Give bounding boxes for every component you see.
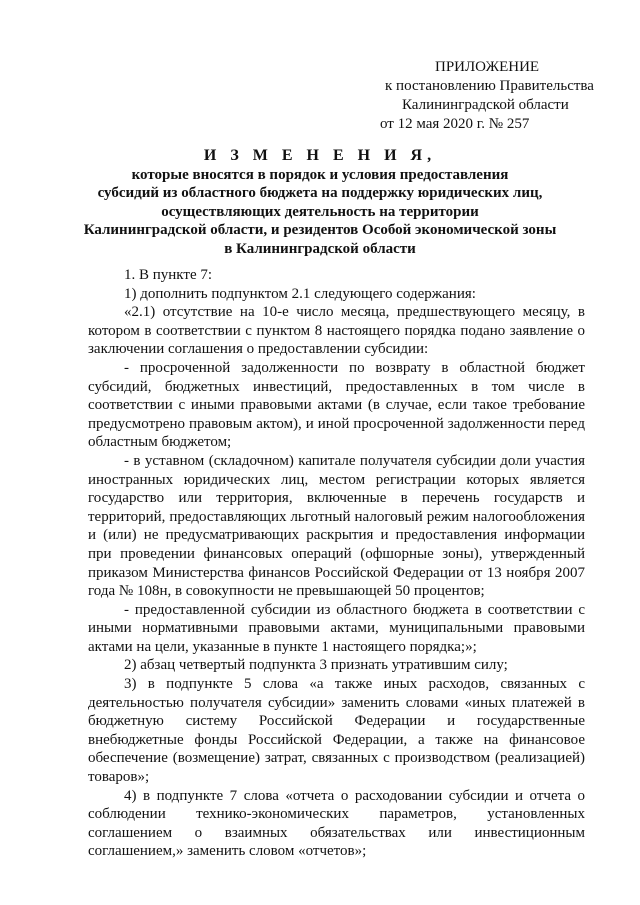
heading-title: И З М Е Н Е Н И Я, — [203, 147, 437, 164]
paragraph: «2.1) отсутствие на 10-е число месяца, предшествующего месяцу, в котором в соответствии с пунктом 8 настоящего порядка подано заявление о заключении соглашения о предоставлении субсидии: — [88, 304, 585, 358]
paragraph: 1) дополнить подпунктом 2.1 следующего содержания: — [124, 285, 476, 302]
paragraph: 2) абзац четвертый подпункта 3 признать утратившим силу; — [124, 657, 508, 674]
paragraph: - предоставленной субсидии из областного бюджета в соответствии с иными нормативными правовыми актами, муниципальными правовыми актами на цели, указанные в пункте 1 настоящего порядка;»; — [88, 601, 585, 655]
heading-line: которые вносятся в порядок и условия предоставления — [131, 166, 509, 183]
appendix-date: от 12 мая 2020 г. № 257 — [380, 116, 530, 132]
paragraph: - просроченной задолженности по возврату в областной бюджет субсидий, бюджетных инвестиций, предоставленных в том числе в соответствии с иными правовыми актами (в случае, если такое требование предусмотрено правовым актом), и иной просроченной задолженности перед областным бюджетом; — [88, 359, 585, 451]
paragraph: 1. В пункте 7: — [124, 267, 213, 283]
paragraph: 4) в подпункте 7 слова «отчета о расходовании субсидии и отчета о соблюдении технико-экономических параметров, установленных соглашением о взаимных обязательствах или инвестиционным соглашением,» заменить словом «отчетов»; — [88, 787, 585, 860]
document-body — [88, 266, 585, 861]
paragraph: 3) в подпункте 5 слова «а также иных расходов, связанных с деятельностью получателя субсидии» заменить словами «иных платежей в бюджетную систему Российской Федерации и государственные внебюджетные фонды Российской Федерации, а также на финансовое обеспечение (возмещение) затрат, связанных с производством (реализацией) товаров»; — [88, 676, 585, 786]
appendix-region: Калининградской области — [402, 97, 569, 113]
appendix-reference: к постановлению Правительства — [385, 78, 594, 94]
document-heading — [80, 147, 560, 258]
paragraph: - в уставном (складочном) капитале получателя субсидии доли участия иностранных юридических лиц, местом регистрации которых является государство или территория, включенные в перечень государств и территорий, предоставляющих льготный налоговый режим налогообложения и (или) не предусматривающих раскрытия и предоставления информации при проведении финансовых операций (офшорные зоны), утвержденный приказом Министерства финансов Российской Федерации от 13 ноября 2007 года № 108н, в совокупности не превышающей 50 процентов; — [88, 452, 585, 600]
heading-line: осуществляющих деятельность на территории — [161, 203, 479, 220]
heading-line: в Калининградской области — [224, 240, 416, 257]
appendix-title: ПРИЛОЖЕНИЕ — [435, 59, 540, 75]
appendix-block — [380, 58, 610, 134]
heading-line: Калининградской области, и резидентов Особой экономической зоны — [83, 222, 557, 238]
heading-line: субсидий из областного бюджета на поддержку юридических лиц, — [97, 185, 543, 201]
